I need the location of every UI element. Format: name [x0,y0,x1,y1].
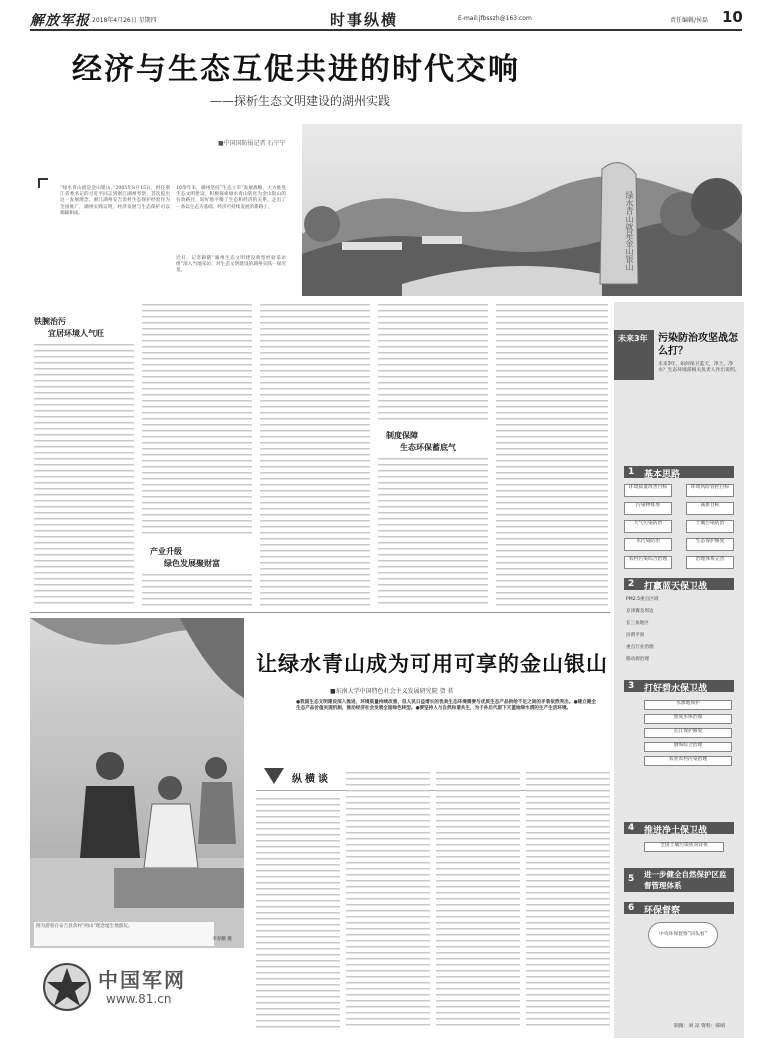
scenic-photo [302,124,742,296]
s3-item: 水源地保护 [644,700,732,710]
s1-item: 环境风险管控目标 [686,484,734,497]
section-subheading-1: 宜居环境人气旺 [48,329,104,338]
body-column-4 [378,302,488,422]
stone-inscription: 绿水青山就是金山银山 [625,191,634,271]
s2-item: 京津冀及周边 [626,609,654,614]
sidebar-section-4-num: 4 [628,823,635,833]
s2-item: 汾渭平原 [626,633,645,638]
body-column-3 [260,302,370,608]
s1-item: 大气污染防治 [624,520,672,533]
second-body-4 [526,770,610,1028]
lead-quote-mark [38,178,48,188]
sidebar-title: 污染防治攻坚战怎么打？ [658,333,738,357]
second-body-2 [346,770,430,1028]
sidebar-section-1-num: 1 [628,467,635,477]
second-body-3 [436,770,520,1028]
masthead [30,8,742,28]
main-byline: ■中国国防报记者 石宁宁 [218,140,286,147]
sidebar-section-6-title: 环保督察 [644,906,681,916]
section-subheading-2: 绿色发展聚财富 [164,559,220,568]
second-body-1 [256,796,340,1028]
s1-item: 生态保护修复 [686,538,734,551]
scenic-photo-drawing [302,124,742,296]
s3-item: 农业农村污染治理 [644,756,732,766]
s1-item: 环境质量改善目标 [624,484,672,497]
family-photo-drawing [30,618,244,948]
section-subheading-3: 生态环保蓄底气 [400,443,456,452]
column-badge [262,766,286,786]
second-summary: ●我国生态文明建设深入推进，环境质量持续改善，但人民日益增长的优美生态环境需要与优质生态产品供给不足之间的矛盾依然突出。●建立健全生态产品价值实现机制，推动经济社会发展全面绿色转型。●要坚持人与自然和谐共生，为子孙后代留下天蓝地绿水清的生产生活环境。 [296,700,596,712]
s1-item: 土壤污染防治 [686,520,734,533]
main-headline: 经济与生态互促共进的时代交响 [72,52,520,87]
s1-item: 农村污染综合治理 [624,556,672,569]
watermark-url: www.81.cn [106,992,172,1006]
s3-item: 长江保护修复 [644,728,732,738]
sidebar-section-4 [624,822,734,834]
sidebar-section-6-num: 6 [628,903,635,913]
s3-item: 黑臭水体治理 [644,714,732,724]
page-number: 10 [722,8,743,26]
army-star-icon [42,962,92,1012]
sidebar-section-1-title: 基本思路 [644,470,681,480]
lead-paragraph-2: 10余年来，湖州坚持“生态立市”发展战略，大力推进生态文明建设，积极探索绿水青山转化为金山银山的有效路径，较好地平衡了生态和经济的关系。走出了一条以生态为基础、经济可持续发展的新路子。 [176,186,286,210]
s2-item: 移动源治理 [626,657,649,662]
column-name: 纵横谈 [292,774,331,785]
page-editor: 责任编辑/侯磊 [670,17,709,24]
lead-paragraph-1: “绿水青山就是金山银山。”2005年8月15日，时任浙江省委书记的习近平同志到浙江湖州考察，首次提出这一发展理念。浙江湖州安吉余村生态保护经验作为全国推广，湖州实践证明，经济发展与生态保护可以相辅相成。 [60,186,170,216]
s2-item: 长三角地区 [626,621,649,626]
sidebar-section-1 [624,466,734,478]
section-name: 时事纵横 [330,11,399,29]
sidebar-tag: 未来3年 [618,334,648,343]
s1-item: 减排目标 [686,502,734,515]
family-photo-credit: 李春鹏 摄 [212,937,232,942]
sidebar-credit: 制图：刘 凉 资料：韩晴 [674,1024,726,1029]
sidebar-section-4-title: 推进净土保卫战 [644,826,708,836]
s2-item: PM2.5重点区域 [626,597,659,602]
section-heading-3: 制度保障 [386,431,418,440]
article-divider [30,612,610,613]
main-subheadline: ——探析生态文明建设的湖州实践 [210,94,391,108]
sidebar-section-2 [624,578,734,590]
body-column-1 [34,342,134,604]
s6-item: 中央环保督察“回头看” [648,922,718,948]
sidebar-section-3-num: 3 [628,681,635,691]
section-email: E-mail:jfbsszh@163.com [458,15,532,22]
section-heading-2: 产业升级 [150,547,182,556]
body-column-2 [142,302,252,538]
s1-item: 污染物排放 [624,502,672,515]
issue-date: 2018年4月26日 星期四 [92,17,157,24]
s3-item: 渤海综合治理 [644,742,732,752]
watermark-site-name: 中国军网 [98,968,186,992]
header-rule [30,29,742,31]
watermark [42,958,232,1028]
s2-item: 重点行业治理 [626,645,654,650]
paper-name: 解放军报 [30,13,90,29]
sidebar-section-3-title: 打好碧水保卫战 [644,684,708,694]
section-heading-1: 铁腕治污 [34,317,66,326]
body-column-4b [378,456,488,608]
s4-item: 全国土壤污染状况详查 [644,842,724,852]
sidebar-section-2-title: 打赢蓝天保卫战 [644,582,708,592]
family-photo-caption: 图为游客在安吉县余村“两山”理念诞生地游玩。 [34,922,214,946]
main-body [30,302,610,610]
body-column-5 [496,302,608,608]
lead-paragraph-3: 近日，记者跟随“湖州生态文明建设典型经验采访组”深入当地采访，对生态文明建设的湖州实践一探究竟。 [176,256,286,274]
family-photo [30,618,244,948]
sidebar-section-5 [624,868,734,892]
sidebar-section-3 [624,680,734,692]
sidebar-section-5-num: 5 [628,874,635,884]
sidebar-intro: 未来3年，如何保卫蓝天，净土，净水？生态环境部相关负责人作出说明。 [658,362,740,373]
s1-item: 治理体系完善 [686,556,734,569]
second-headline: 让绿水青山成为可用可享的金山银山 [256,651,608,676]
second-byline: ■东南大学中国特色社会主义发展研究院 贺 茗 [330,688,454,695]
body-column-2b [142,572,252,608]
sidebar-section-2-num: 2 [628,579,635,589]
sidebar-section-6 [624,902,734,914]
column-badge-icon [262,766,286,786]
sidebar-section-5-title: 进一步健全自然保护区监督管理体系 [644,870,727,890]
s1-item: 水污染防治 [624,538,672,551]
sidebar-infographic [614,302,744,1038]
